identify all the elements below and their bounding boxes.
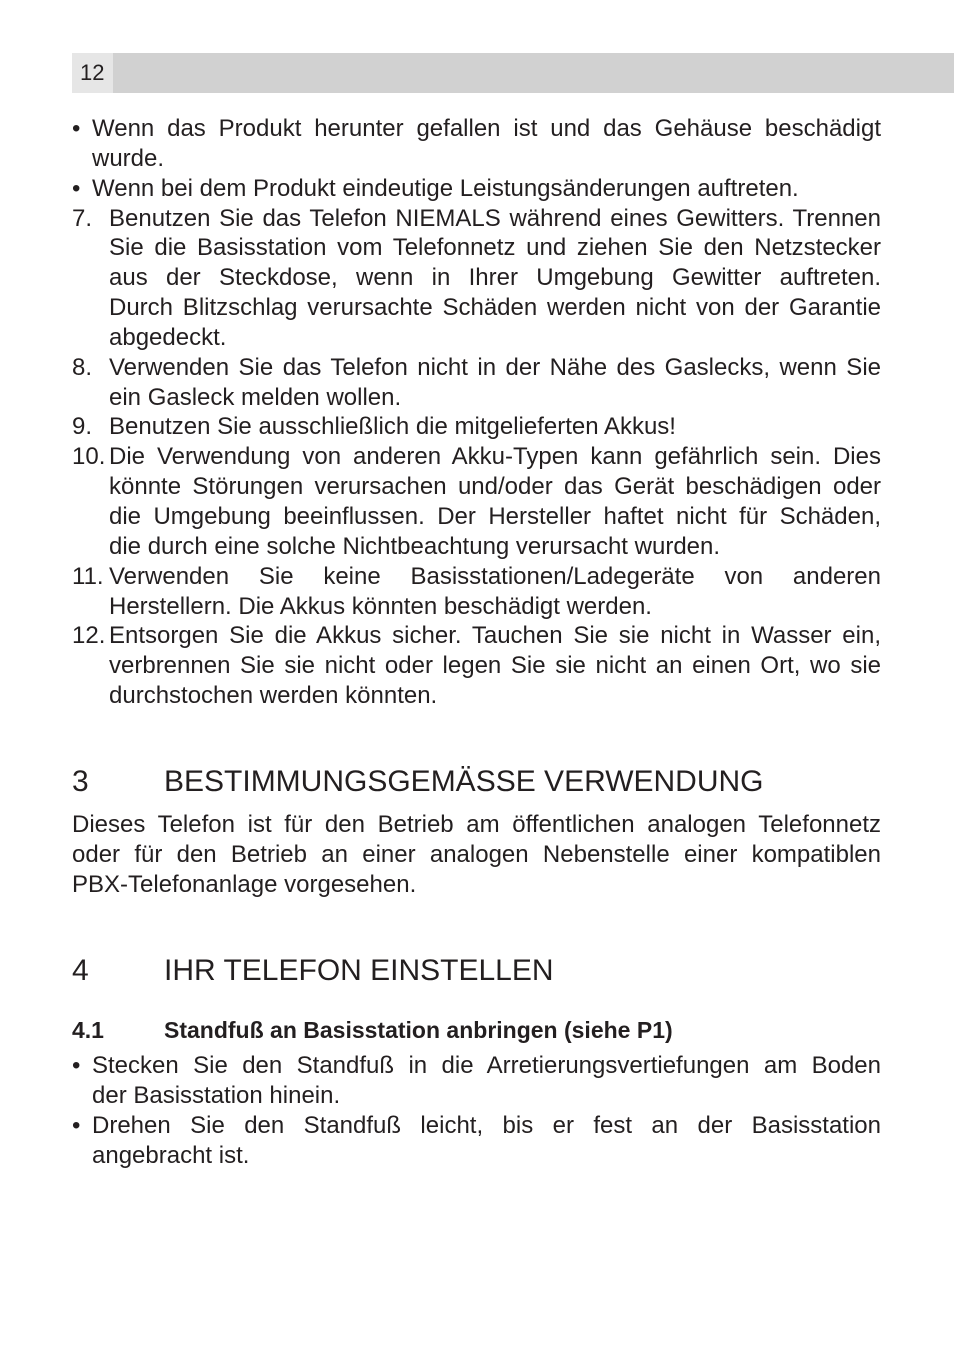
text-line: Herstellern. Die Akkus könnten beschädigt werden.: [109, 592, 652, 620]
section-title: BESTIMMUNGSGEMÄSSE VERWENDUNG: [164, 765, 764, 798]
text-line: Drehen Sie den Standfuß leicht, bis er fest an der Basisstation: [92, 1111, 881, 1139]
subsection-title: Standfuß an Basisstation anbringen (siehe P1): [164, 1017, 673, 1043]
section-3-paragraph: [72, 810, 881, 900]
item-number: 7.: [72, 204, 93, 232]
text-line: Benutzen Sie das Telefon NIEMALS während eines Gewitters. Trennen: [109, 204, 881, 232]
item-text: [92, 1111, 881, 1171]
text-line: Stecken Sie den Standfuß in die Arretierungsvertiefungen am Boden: [92, 1052, 881, 1079]
subsection-number: 4.1: [72, 1017, 104, 1043]
item-number: 10.: [72, 443, 106, 471]
bullet-marker: •: [72, 115, 81, 142]
text-line: PBX-Telefonanlage vorgesehen.: [72, 870, 417, 898]
item-text: [92, 1051, 881, 1111]
text-line: Dieses Telefon ist für den Betrieb am öffentlichen analogen Telefonnetz: [72, 811, 881, 838]
text-line: ein Gasleck melden wollen.: [109, 383, 402, 411]
section-4-heading: [72, 951, 881, 991]
item-text: [109, 621, 881, 711]
numbered-item: [72, 204, 881, 353]
bullet-item: [72, 114, 881, 174]
bullet-marker: •: [72, 1052, 81, 1079]
text-line: könnte Störungen verursachen und/oder das Gerät beschädigen oder: [109, 473, 881, 501]
numbered-item: [72, 353, 881, 413]
item-text: [92, 114, 881, 174]
numbered-item: [72, 442, 881, 561]
item-text: [92, 174, 881, 204]
text-line: Verwenden Sie das Telefon nicht in der Nähe des Gaslecks, wenn Sie: [109, 353, 881, 381]
text-line: durchstochen werden könnten.: [109, 682, 438, 710]
numbered-item: [72, 562, 881, 622]
item-text: [109, 204, 881, 353]
text-line: die durch eine solche Nichtbeachtung verursacht wurden.: [109, 532, 721, 560]
item-number: 12.: [72, 622, 106, 650]
item-text: [109, 562, 881, 622]
text-line: Benutzen Sie ausschließlich die mitgelieferten Akkus!: [109, 413, 676, 441]
text-line: Entsorgen Sie die Akkus sicher. Tauchen Sie sie nicht in Wasser ein,: [109, 622, 881, 650]
item-text: [109, 353, 881, 413]
text-line: Sie die Basisstation vom Telefonnetz und ziehen Sie den Netzstecker: [109, 234, 881, 262]
item-number: 11.: [72, 562, 104, 590]
section-number: 3: [72, 765, 89, 798]
item-number: 8.: [72, 353, 93, 381]
text-line: Wenn bei dem Produkt eindeutige Leistungsänderungen auftreten.: [92, 174, 799, 202]
text-line: Die Verwendung von anderen Akku-Typen kann gefährlich sein. Dies: [109, 443, 881, 471]
text-line: angebracht ist.: [92, 1141, 250, 1169]
bullet-marker: •: [72, 174, 81, 202]
bullet-item: [72, 174, 881, 204]
bullet-item: [72, 1051, 881, 1111]
text-line: Wenn das Produkt herunter gefallen ist und das Gehäuse beschädigt: [92, 115, 881, 142]
bullet-list: [72, 114, 881, 204]
safety-instructions-list: [72, 114, 881, 711]
text-line: Verwenden Sie keine Basisstationen/Ladegeräte von anderen: [109, 562, 881, 590]
text-line: die Umgebung beeinflussen. Der Hersteller haftet nicht für Schäden,: [109, 502, 881, 530]
text-line: aus der Steckdose, wenn in Ihrer Umgebung Gewitter auftreten.: [109, 264, 881, 292]
section-number: 4: [72, 954, 89, 987]
text-line: oder für den Betrieb an einer analogen Nebenstelle einer kompatiblen: [72, 840, 881, 868]
bullet-item: [72, 1111, 881, 1171]
numbered-item: [72, 621, 881, 711]
page-number: 12: [72, 53, 113, 93]
text-line: abgedeckt.: [109, 323, 227, 351]
text-line: verbrennen Sie sie nicht oder legen Sie sie nicht an einen Ort, wo sie: [109, 652, 881, 680]
text-line: Durch Blitzschlag verursachte Schäden werden nicht von der Garantie: [109, 294, 881, 322]
numbered-list: [72, 204, 881, 711]
page-header-bar: [72, 53, 954, 93]
item-number: 9.: [72, 413, 93, 441]
section-title: IHR TELEFON EINSTELLEN: [164, 954, 554, 987]
numbered-item: [72, 412, 881, 442]
text-line: der Basisstation hinein.: [92, 1081, 341, 1109]
item-text: [109, 412, 881, 442]
item-text: [109, 442, 881, 561]
bullet-marker: •: [72, 1111, 81, 1139]
subsection-4-1-bullet-list: [72, 1051, 881, 1170]
section-3-heading: [72, 762, 881, 802]
subsection-4-1-heading: [72, 1015, 881, 1045]
text-line: wurde.: [92, 144, 165, 172]
